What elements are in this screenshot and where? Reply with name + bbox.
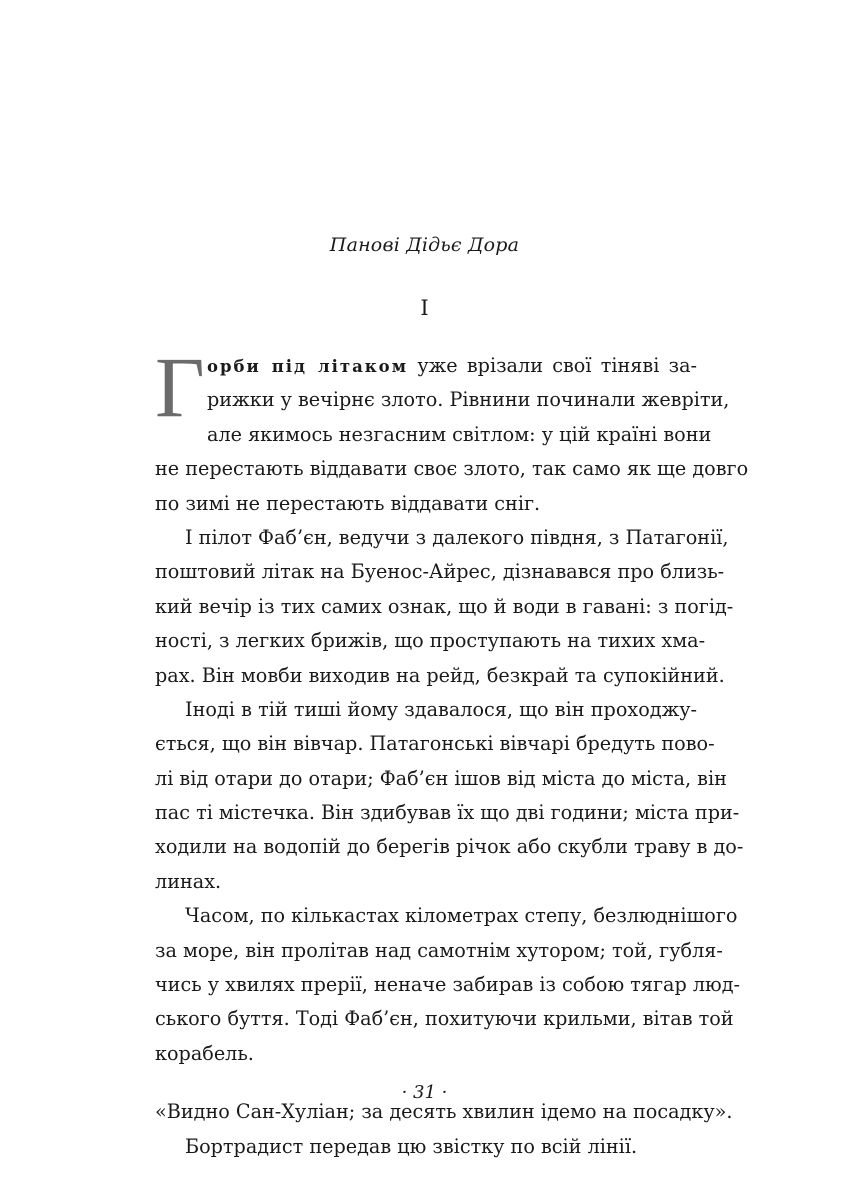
dedication: Панові Дідьє Дора [329, 234, 520, 256]
paragraph-2 [155, 521, 734, 693]
text-line: корабель. [155, 1041, 254, 1065]
text-line: ється, що він вівчар. Патагонські вівчарі бредуть пово- [155, 732, 715, 756]
text-line: орби під літаком уже врізали свої тіняві за- [207, 354, 697, 377]
paragraph-6 [155, 1130, 697, 1164]
text-line: але якимось незгасним світлом: у цій країні вони [207, 422, 712, 446]
text-line: ського буття. Тоді Фаб’єн, похитуючи крильми, вітав той [155, 1007, 734, 1031]
text-line: поштовий літак на Буенос-Айрес, дізнавався про близь- [155, 560, 725, 584]
text-line: Бортрадист передав цю звістку по всій лінії. [185, 1134, 638, 1158]
paragraph-1 [155, 339, 749, 521]
text-line: І пілот Фаб’єн, ведучи з далекого півдня, з Патагонії, [185, 525, 729, 549]
text-line: рижки у вечірнє злото. Рівнини починали жеврiти, [207, 388, 730, 412]
text-line: ності, з легких брижів, що проступають на тихих хма- [155, 629, 706, 653]
chapter-heading: I [420, 296, 429, 320]
text-line: линах. [155, 869, 222, 893]
text-line: кий вечір із тих самих ознак, що й води в гавані: з погід- [155, 594, 734, 618]
paragraph-3 [155, 693, 744, 899]
paragraph-4 [155, 899, 741, 1071]
text-line: чись у хвилях прерії, неначе забирав із собою тягар люд- [155, 973, 741, 997]
text-line: за море, він пролітав над самотнім хутором; той, губля- [155, 938, 723, 962]
lead-in-smallcaps: орби під літаком [207, 357, 409, 376]
text-line: ходили на водопій до берегів річок або скубли траву в до- [155, 835, 744, 859]
page-number: · 31 · [401, 1082, 448, 1103]
text-line: пас ті містечка. Він здибував їх що дві години; міста при- [155, 801, 740, 825]
text-line: по зимі не перестають віддавати сніг. [155, 491, 541, 515]
text-line: «Видно Сан-Хуліан; за десять хвилин ідемо на посадку». [155, 1100, 733, 1124]
drop-cap: Г [155, 339, 205, 435]
text-line: не перестають віддавати своє злото, так само як ще довго [155, 457, 749, 481]
text-line: Іноді в тій тиші йому здавалося, що він проходжу- [185, 697, 697, 721]
text-line: рах. Він мовби виходив на рейд, безкрай та супокійний. [155, 663, 725, 687]
text-line: Часом, по кількастах кілометрах степу, безлюднішого [185, 904, 738, 928]
text-line: лі від отари до отари; Фаб’єн ішов від міста до міста, він [155, 766, 727, 790]
body-text [155, 339, 749, 1164]
